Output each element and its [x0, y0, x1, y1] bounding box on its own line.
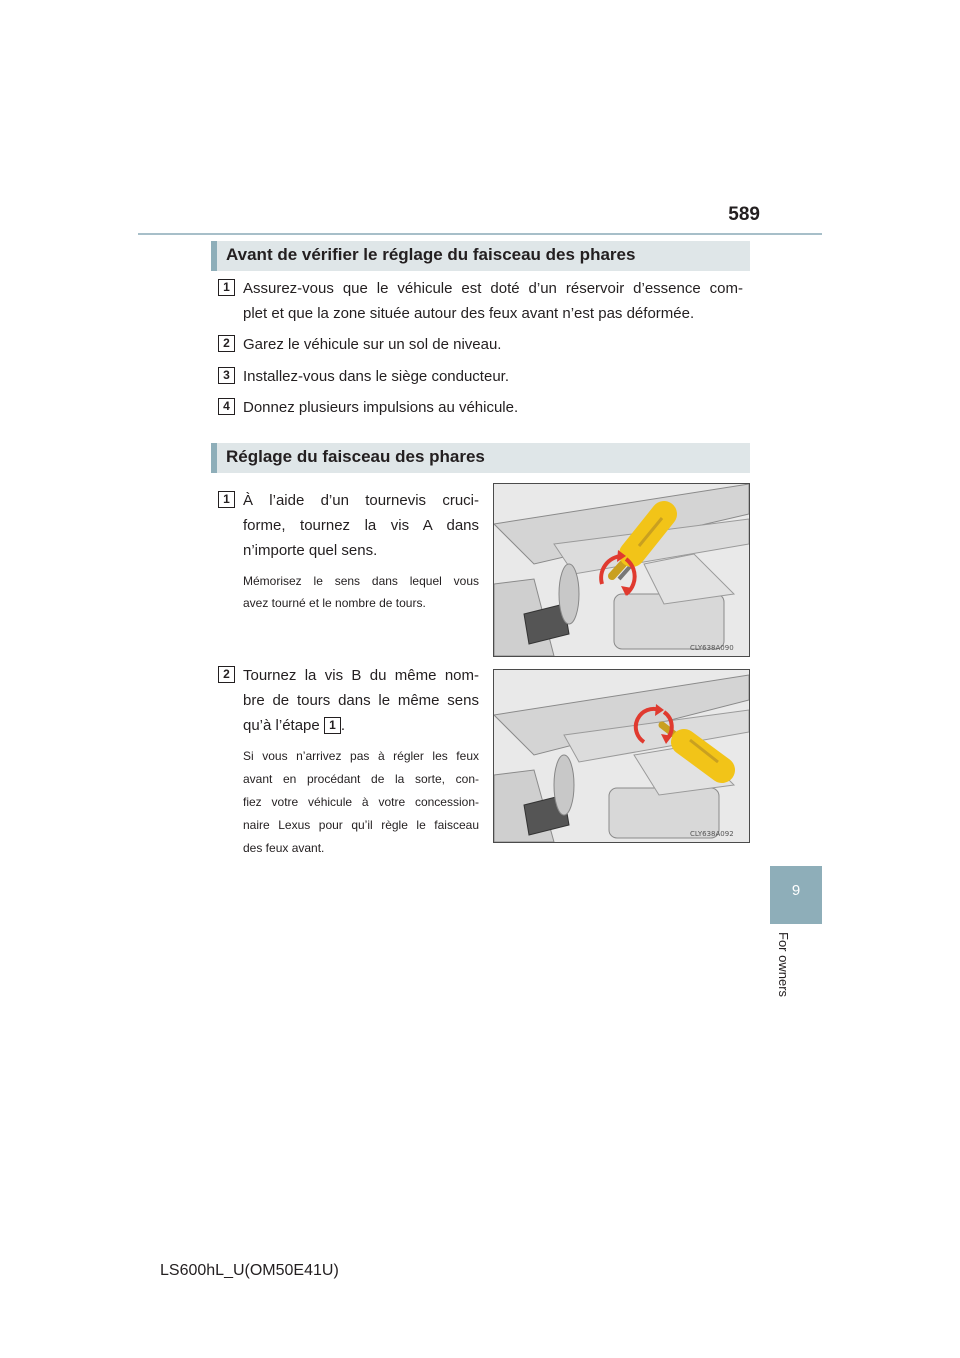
illustration-screw-b [493, 669, 750, 843]
note-line: avant en procédant de la sorte, con- [243, 772, 479, 786]
page-number: 589 [728, 204, 760, 225]
step-number: 4 [218, 398, 235, 415]
step-text-part: . [340, 717, 346, 734]
step-number: 1 [218, 491, 235, 508]
chapter-tab [770, 866, 822, 924]
step-text: Garez le véhicule sur un sol de niveau. [243, 336, 502, 353]
step-reference-box: 1 [324, 717, 341, 734]
step-text-line: plet et que la zone située autour des feux avant n’est pas déformée. [243, 305, 695, 322]
chapter-label: For owners [776, 932, 791, 998]
section-title: Avant de vérifier le réglage du faisceau des phares [226, 245, 636, 264]
step-number: 2 [218, 335, 235, 352]
section-title: Réglage du faisceau des phares [226, 447, 485, 466]
step-text: Donnez plusieurs impulsions au véhicule. [243, 399, 519, 416]
illustration-screw-a [493, 483, 750, 657]
step-text-line: À l’aide d’un tournevis cruci- [243, 492, 479, 509]
section-header-before-check [211, 241, 750, 271]
chapter-label-container [775, 932, 795, 1012]
step-text: Installez-vous dans le siège conducteur. [243, 368, 509, 385]
footer-model-code: LS600hL_U(OM50E41U) [160, 1262, 339, 1279]
note-line: Mémorisez le sens dans lequel vous [243, 574, 479, 588]
note-line: Si vous n’arrivez pas à régler les feux [243, 749, 479, 763]
image-code: CLY638A092 [690, 830, 734, 838]
step-number: 2 [218, 666, 235, 683]
note-line: des feux avant. [243, 841, 325, 855]
header-rule [138, 233, 822, 235]
note-line: fiez votre véhicule à votre concession- [243, 795, 479, 809]
step-number: 1 [218, 279, 235, 296]
step-text-line: Tournez la vis B du même nom- [243, 667, 479, 684]
image-code: CLY638A090 [690, 644, 734, 652]
note-line: avez tourné et le nombre de tours. [243, 596, 426, 610]
step-text-line: n’importe quel sens. [243, 542, 378, 559]
step-text-line [243, 713, 479, 738]
step-text-line: bre de tours dans le même sens [243, 692, 479, 709]
section-header-beam-adjustment [211, 443, 750, 473]
chapter-number: 9 [791, 882, 801, 899]
step-number: 3 [218, 367, 235, 384]
note-line: naire Lexus pour qu’il règle le faisceau [243, 818, 479, 832]
step-text-part: qu’à l’étape [243, 717, 320, 734]
step-text-line: Assurez-vous que le véhicule est doté d’un réservoir d’essence com- [243, 280, 743, 297]
step-text-line: forme, tournez la vis A dans [243, 517, 479, 534]
